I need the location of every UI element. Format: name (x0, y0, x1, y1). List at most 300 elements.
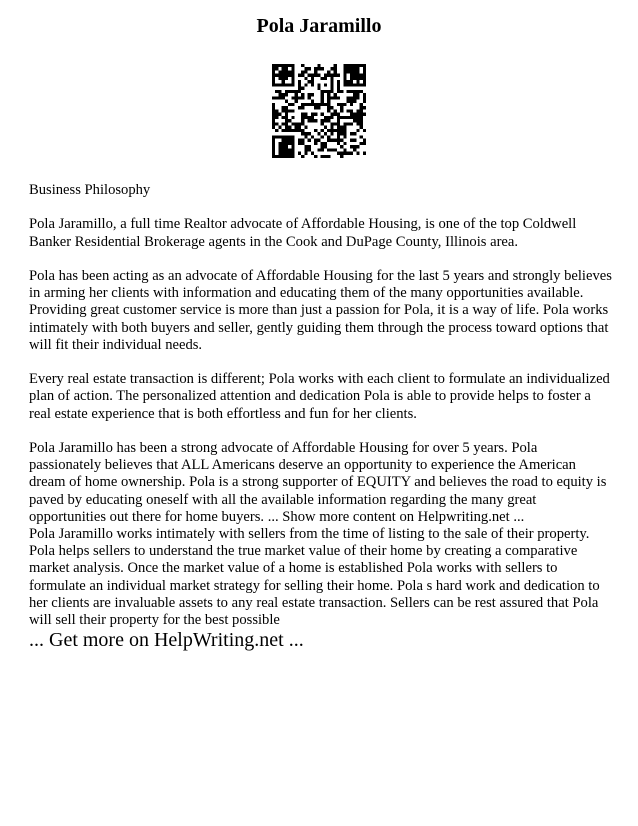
qr-module (291, 77, 294, 80)
qr-module (288, 109, 291, 112)
qr-module (363, 129, 366, 132)
paragraph-advocacy: Pola has been acting as an advocate of Affordable Housing for the last 5 years and strongly believes in arming her clients with information and educating them of the many opportunities available. Providing great customer service is more than just a passion for Pola, it is a way of life. Pola works intimately with both buyers and seller, gently guiding them through the process toward options that will fit their individual needs. (29, 267, 612, 353)
qr-module (308, 103, 311, 106)
qr-module (340, 139, 343, 142)
qr-module (321, 90, 324, 93)
qr-module (285, 74, 288, 77)
qr-module (350, 96, 353, 99)
qr-module (347, 80, 350, 83)
qr-module (308, 67, 311, 70)
qr-module (288, 90, 291, 93)
qr-module (360, 83, 363, 86)
qr-module (291, 122, 294, 125)
qr-module (285, 139, 288, 142)
qr-module (272, 152, 275, 155)
qr-module (343, 103, 346, 106)
qr-module (356, 113, 359, 116)
qr-module (282, 155, 285, 158)
qr-module (288, 139, 291, 142)
qr-module (282, 129, 285, 132)
qr-module (272, 142, 275, 145)
qr-module (275, 64, 278, 67)
qr-module (278, 142, 281, 145)
qr-module (343, 135, 346, 138)
qr-module (304, 67, 307, 70)
qr-module (363, 139, 366, 142)
qr-module (347, 83, 350, 86)
qr-module (337, 74, 340, 77)
qr-module (298, 96, 301, 99)
qr-module (330, 80, 333, 83)
qr-module (278, 155, 281, 158)
qr-module (285, 116, 288, 119)
qr-module (353, 119, 356, 122)
qr-module (291, 142, 294, 145)
qr-module (350, 109, 353, 112)
qr-module (298, 129, 301, 132)
qr-module (288, 70, 291, 73)
qr-module (324, 145, 327, 148)
qr-module (321, 113, 324, 116)
qr-module (350, 90, 353, 93)
qr-module (340, 152, 343, 155)
qr-module (304, 135, 307, 138)
qr-module (360, 135, 363, 138)
qr-module (304, 116, 307, 119)
qr-module (275, 116, 278, 119)
qr-module (285, 126, 288, 129)
qr-module (334, 109, 337, 112)
qr-module (356, 80, 359, 83)
qr-module (308, 119, 311, 122)
qr-module (272, 145, 275, 148)
qr-module (301, 96, 304, 99)
qr-module (356, 145, 359, 148)
qr-module (282, 145, 285, 148)
qr-module (304, 77, 307, 80)
qr-module (291, 90, 294, 93)
qr-module (304, 103, 307, 106)
qr-module (298, 87, 301, 90)
qr-module (321, 96, 324, 99)
qr-module (363, 74, 366, 77)
qr-module (295, 100, 298, 103)
qr-module (337, 135, 340, 138)
qr-module (317, 106, 320, 109)
qr-module (356, 83, 359, 86)
qr-module (285, 77, 288, 80)
qr-module (350, 122, 353, 125)
qr-module (288, 126, 291, 129)
qr-module (356, 122, 359, 125)
qr-module (330, 122, 333, 125)
qr-module (275, 113, 278, 116)
qr-module (363, 70, 366, 73)
qr-module (360, 122, 363, 125)
qr-module (324, 132, 327, 135)
qr-module (308, 116, 311, 119)
qr-module (327, 155, 330, 158)
qr-module (295, 129, 298, 132)
qr-module (337, 129, 340, 132)
qr-module (350, 100, 353, 103)
qr-module (327, 135, 330, 138)
qr-module (301, 132, 304, 135)
qr-module (288, 148, 291, 151)
qr-module (308, 132, 311, 135)
qr-module (350, 77, 353, 80)
qr-module (356, 96, 359, 99)
qr-module (301, 139, 304, 142)
qr-module (291, 67, 294, 70)
document-body (29, 182, 613, 629)
qr-module (356, 116, 359, 119)
qr-module (278, 96, 281, 99)
qr-module (343, 83, 346, 86)
qr-module (360, 109, 363, 112)
qr-module (291, 155, 294, 158)
qr-module (337, 113, 340, 116)
qr-module (356, 109, 359, 112)
qr-module (347, 109, 350, 112)
qr-module (337, 122, 340, 125)
qr-module (327, 106, 330, 109)
qr-module (330, 87, 333, 90)
qr-module (330, 90, 333, 93)
qr-module (353, 74, 356, 77)
qr-module (360, 113, 363, 116)
qr-module (317, 67, 320, 70)
qr-module (282, 148, 285, 151)
qr-module (298, 142, 301, 145)
qr-module (353, 116, 356, 119)
qr-module (311, 74, 314, 77)
qr-module (272, 70, 275, 73)
qr-module (311, 119, 314, 122)
qr-module (282, 70, 285, 73)
qr-module (285, 135, 288, 138)
qr-module (301, 74, 304, 77)
paragraph-equity: Pola Jaramillo has been a strong advocate of Affordable Housing for over 5 years. Pola passionately believes that ALL Americans deserve an opportunity to experience the American dream of home ownership. Pola is a strong supporter of EQUITY and believes the road to equity is paved by educating oneself with all the available information regarding the many great opportunities out there for home buyers. ... Show more content on Helpwriting.net ... (29, 439, 607, 525)
qr-module (282, 122, 285, 125)
qr-module (314, 139, 317, 142)
qr-module (334, 148, 337, 151)
qr-module (308, 139, 311, 142)
qr-module (301, 70, 304, 73)
qr-module (353, 93, 356, 96)
qr-module (343, 129, 346, 132)
qr-module (334, 67, 337, 70)
qr-module (356, 64, 359, 67)
qr-module (282, 106, 285, 109)
qr-module (282, 142, 285, 145)
qr-module (350, 80, 353, 83)
qr-module (356, 93, 359, 96)
qr-module (288, 129, 291, 132)
qr-module (350, 83, 353, 86)
qr-module (334, 139, 337, 142)
qr-module (314, 70, 317, 73)
qr-module (278, 113, 281, 116)
qr-module (340, 145, 343, 148)
qr-module (314, 142, 317, 145)
qr-module (295, 90, 298, 93)
qr-module (321, 77, 324, 80)
qr-module (353, 90, 356, 93)
qr-module (275, 96, 278, 99)
qr-module (360, 77, 363, 80)
qr-module (291, 74, 294, 77)
qr-module (327, 103, 330, 106)
qr-module (337, 90, 340, 93)
qr-module (337, 119, 340, 122)
qr-module (285, 155, 288, 158)
qr-module (272, 109, 275, 112)
qr-module (314, 74, 317, 77)
qr-module (327, 129, 330, 132)
qr-module (301, 142, 304, 145)
qr-module (275, 135, 278, 138)
qr-module (314, 129, 317, 132)
qr-module (327, 139, 330, 142)
paragraph-intro: Pola Jaramillo, a full time Realtor advocate of Affordable Housing, is one of the top Coldwell Banker Residential Brokerage agents in the Cook and DuPage County, Illinois area. (29, 216, 577, 250)
qr-module (311, 100, 314, 103)
qr-module (278, 83, 281, 86)
qr-module (317, 132, 320, 135)
qr-module (275, 83, 278, 86)
qr-module (327, 93, 330, 96)
qr-module (298, 80, 301, 83)
qr-module (314, 103, 317, 106)
section-heading: Business Philosophy (29, 182, 151, 198)
qr-module (330, 126, 333, 129)
qr-module (343, 77, 346, 80)
qr-module (282, 139, 285, 142)
qr-module (282, 83, 285, 86)
qr-module (324, 103, 327, 106)
qr-module (301, 64, 304, 67)
qr-module (350, 103, 353, 106)
qr-module (291, 80, 294, 83)
qr-module (291, 145, 294, 148)
qr-module (272, 77, 275, 80)
qr-module (298, 152, 301, 155)
qr-module (285, 83, 288, 86)
qr-module (353, 145, 356, 148)
qr-module (363, 80, 366, 83)
qr-module (330, 132, 333, 135)
qr-module (272, 103, 275, 106)
qr-module (363, 152, 366, 155)
qr-module (363, 77, 366, 80)
qr-module (304, 148, 307, 151)
qr-module (321, 93, 324, 96)
qr-module (343, 67, 346, 70)
qr-code-icon (272, 64, 366, 158)
qr-module (304, 113, 307, 116)
qr-module (330, 129, 333, 132)
qr-module (314, 67, 317, 70)
qr-module (272, 113, 275, 116)
qr-module (350, 70, 353, 73)
qr-module (278, 70, 281, 73)
qr-module (334, 129, 337, 132)
qr-module (282, 135, 285, 138)
qr-module (272, 80, 275, 83)
qr-module (291, 116, 294, 119)
qr-module (288, 119, 291, 122)
qr-module (363, 64, 366, 67)
qr-module (298, 74, 301, 77)
qr-module (304, 132, 307, 135)
qr-module (301, 87, 304, 90)
qr-module (353, 100, 356, 103)
qr-module (353, 139, 356, 142)
qr-module (311, 113, 314, 116)
qr-module (298, 122, 301, 125)
qr-module (272, 119, 275, 122)
qr-module (278, 64, 281, 67)
qr-module (321, 142, 324, 145)
qr-module (317, 139, 320, 142)
qr-module (330, 77, 333, 80)
qr-module (311, 103, 314, 106)
qr-module (350, 67, 353, 70)
qr-module (301, 113, 304, 116)
qr-module (311, 77, 314, 80)
qr-module (360, 103, 363, 106)
qr-module (327, 109, 330, 112)
qr-module (334, 93, 337, 96)
qr-module (360, 116, 363, 119)
qr-module (272, 67, 275, 70)
qr-module (347, 90, 350, 93)
qr-module (334, 113, 337, 116)
qr-module (343, 148, 346, 151)
qr-module (285, 113, 288, 116)
qr-module (304, 70, 307, 73)
qr-module (282, 80, 285, 83)
qr-module (350, 145, 353, 148)
qr-module (350, 74, 353, 77)
qr-module (285, 67, 288, 70)
qr-module (291, 129, 294, 132)
qr-module (285, 145, 288, 148)
qr-module (321, 119, 324, 122)
qr-module (272, 126, 275, 129)
qr-module (343, 126, 346, 129)
qr-module (330, 116, 333, 119)
qr-module (282, 77, 285, 80)
qr-module (356, 74, 359, 77)
qr-module (334, 122, 337, 125)
qr-module (360, 106, 363, 109)
qr-module (353, 77, 356, 80)
qr-module (360, 119, 363, 122)
qr-module (298, 139, 301, 142)
qr-module (363, 83, 366, 86)
qr-module (282, 67, 285, 70)
qr-module (272, 122, 275, 125)
qr-module (330, 83, 333, 86)
qr-module (321, 100, 324, 103)
document-title: Pola Jaramillo (256, 15, 382, 37)
qr-module (334, 74, 337, 77)
qr-module (301, 119, 304, 122)
qr-module (285, 70, 288, 73)
qr-module (301, 129, 304, 132)
qr-module (304, 83, 307, 86)
qr-module (327, 116, 330, 119)
qr-module (353, 70, 356, 73)
qr-module (288, 152, 291, 155)
qr-module (330, 148, 333, 151)
qr-module (308, 93, 311, 96)
qr-module (340, 155, 343, 158)
qr-module (275, 122, 278, 125)
qr-module (275, 90, 278, 93)
qr-module (340, 90, 343, 93)
qr-module (334, 64, 337, 67)
qr-module (278, 90, 281, 93)
qr-module (278, 135, 281, 138)
qr-module (288, 83, 291, 86)
qr-module (304, 126, 307, 129)
qr-module (337, 132, 340, 135)
qr-module (301, 106, 304, 109)
qr-module (321, 145, 324, 148)
qr-module (363, 96, 366, 99)
get-more-link[interactable]: ... Get more on HelpWriting.net ... (29, 629, 304, 651)
qr-module (337, 139, 340, 142)
qr-module (360, 74, 363, 77)
qr-module (278, 77, 281, 80)
qr-module (291, 139, 294, 142)
qr-code-graphic (272, 64, 366, 158)
qr-module (334, 96, 337, 99)
qr-module (285, 129, 288, 132)
qr-module (272, 106, 275, 109)
qr-module (360, 142, 363, 145)
qr-module (282, 64, 285, 67)
qr-module (340, 132, 343, 135)
qr-module (288, 103, 291, 106)
qr-module (340, 126, 343, 129)
qr-module (350, 152, 353, 155)
qr-module (317, 148, 320, 151)
qr-module (321, 122, 324, 125)
qr-module (330, 67, 333, 70)
qr-module (301, 116, 304, 119)
qr-module (278, 148, 281, 151)
qr-module (350, 113, 353, 116)
qr-module (285, 90, 288, 93)
qr-module (298, 90, 301, 93)
qr-module (301, 155, 304, 158)
qr-module (353, 64, 356, 67)
qr-module (330, 96, 333, 99)
qr-module (301, 122, 304, 125)
qr-module (343, 152, 346, 155)
qr-module (272, 83, 275, 86)
qr-module (356, 70, 359, 73)
qr-module (272, 135, 275, 138)
qr-module (321, 129, 324, 132)
qr-module (288, 74, 291, 77)
qr-module (285, 122, 288, 125)
qr-module (285, 119, 288, 122)
qr-module (272, 116, 275, 119)
